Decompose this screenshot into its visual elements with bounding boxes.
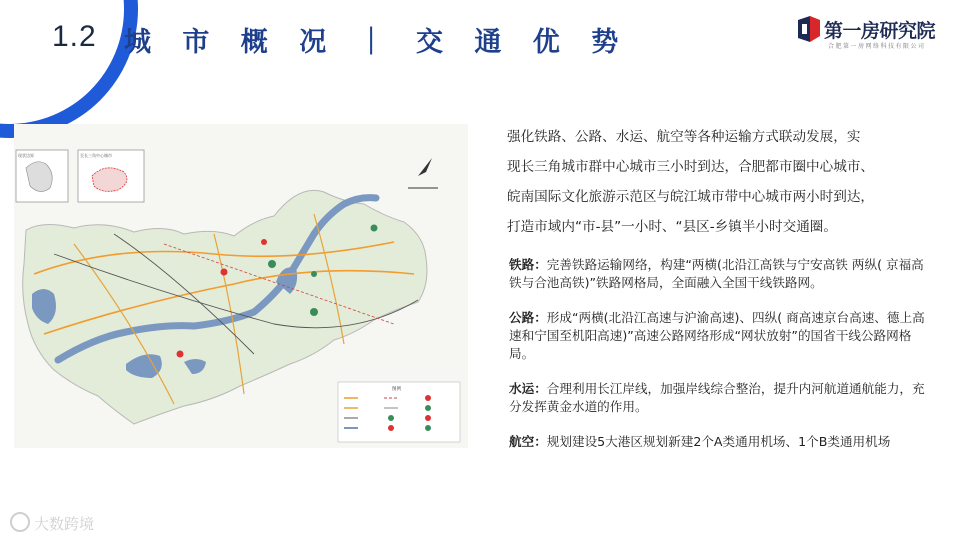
detail-railway bbox=[509, 256, 934, 292]
detail-term: 航空： bbox=[509, 434, 547, 449]
watermark-text: 大数跨境 bbox=[34, 515, 95, 533]
watermark bbox=[10, 512, 94, 534]
inset-label-2: 至长三角中心城市 bbox=[80, 153, 112, 158]
section-number: 1.2 bbox=[52, 20, 97, 53]
detail-aviation bbox=[509, 433, 934, 451]
detail-term: 公路： bbox=[509, 310, 547, 325]
brand-subtitle: 合肥第一房网络科技有限公司 bbox=[828, 43, 926, 50]
detail-text: 规划建设5大港区规划新建2个A类通用机场、1个B类通用机场 bbox=[546, 434, 891, 449]
detail-term: 水运： bbox=[509, 381, 547, 396]
detail-text: 形成“两横(北沿江高速与沪渝高速)、四纵( 商高速京台高速、德上高速和宁国至机阳高速)”高速公路网络形成“网状放射”的国省干线公路网格局。 bbox=[509, 310, 925, 361]
intro-line: 强化铁路、公路、水运、航空等各种运输方式联动发展，实 bbox=[507, 129, 861, 145]
watermark-icon bbox=[10, 512, 30, 532]
detail-highway bbox=[509, 309, 934, 363]
intro-line: 现长三角城市群中心城市三小时到达，合肥都市圈中心城市、 bbox=[507, 159, 875, 175]
intro-paragraph bbox=[507, 122, 947, 242]
detail-waterway bbox=[509, 380, 934, 416]
page-title: 城 市 概 况 ｜ 交 通 优 势 bbox=[124, 27, 630, 58]
detail-text: 合理利用长江岸线，加强岸线综合整治，提升内河航道通航能力，充分发挥黄金水道的作用。 bbox=[509, 381, 925, 414]
brand-logo-block bbox=[796, 10, 946, 56]
intro-line: 皖南国际文化旅游示范区与皖江城市带中心城市两小时到达， bbox=[507, 189, 875, 205]
detail-text: 完善铁路运输网络，构建“两横(北沿江高铁与宁安高铁 两纵( 京福高铁与合池高铁)”铁路网格局，全面融入全国干线铁路网。 bbox=[509, 257, 924, 290]
map-legend-title: 图例 bbox=[392, 387, 401, 392]
transport-detail-list bbox=[509, 256, 934, 468]
map-illustration bbox=[14, 124, 468, 448]
intro-line: 打造市域内“市-县”一小时、“县区-乡镇半小时交通圈。 bbox=[507, 219, 837, 235]
inset-label-1: 现状边界 bbox=[18, 153, 34, 158]
transport-map bbox=[14, 124, 468, 448]
brand-logo-icon bbox=[796, 14, 822, 44]
brand-name: 第一房研究院 bbox=[824, 20, 936, 42]
detail-term: 铁路： bbox=[509, 257, 547, 272]
